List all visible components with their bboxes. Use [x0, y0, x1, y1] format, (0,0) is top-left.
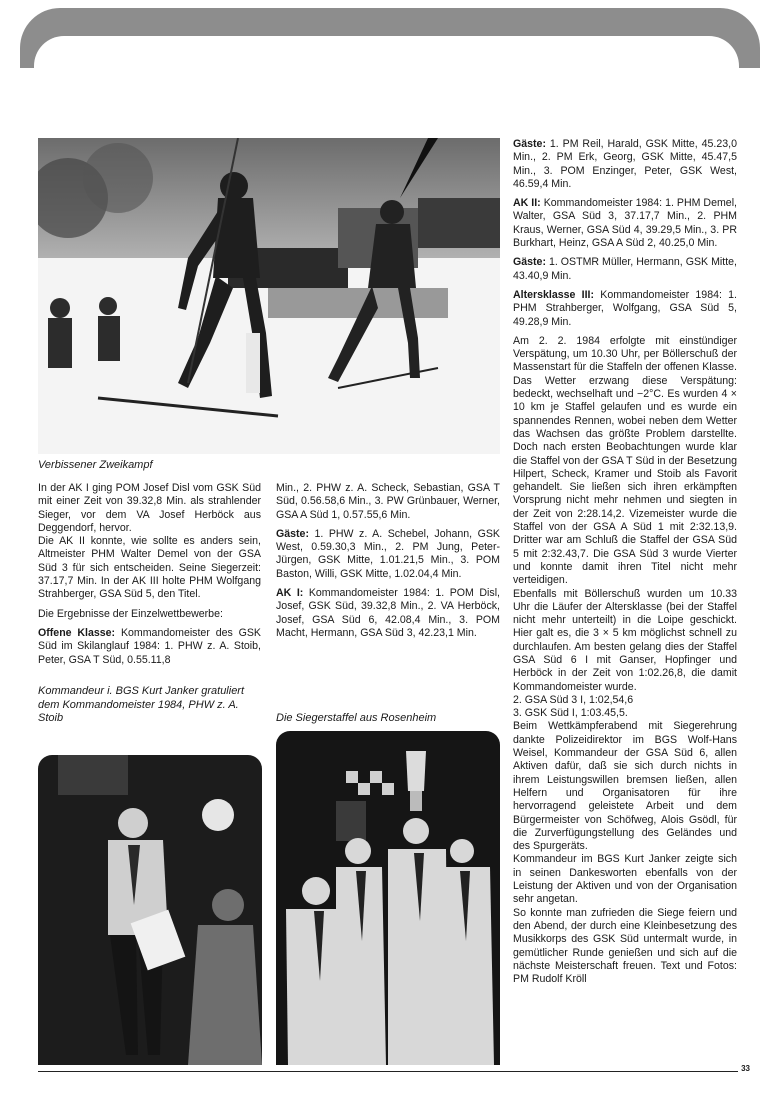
col2-paragraph: Gäste: 1. PHW z. A. Schebel, Johann, GSK West, 0.59.30,3 Min., 2. PM Jung, Peter-Jürgen, GSK Mitte, 1.01.21,5 Min., 3. POM Baston, Willi, GSK Mitte, 1.02.04,4 Min.: [276, 527, 500, 580]
col1-paragraph: In der AK I ging POM Josef Disl vom GSK Süd mit einer Zeit von 39.32,8 Min. als strahlender Sieger, vor dem VA Josef Herböck aus Deggendorf, hervor.: [38, 482, 261, 534]
col3-result: 3. GSK Süd I, 1:03.45,5.: [513, 707, 628, 720]
photo-credit: Text und Fotos: PM Rudolf Kröll: [513, 959, 737, 986]
col3-paragraph: Kommandeur im BGS Kurt Janker zeigte sich in seinen Dankesworten ebenfalls von der Leistung der Aktiven und von der Organisation sehr angetan.: [513, 853, 737, 906]
col3-paragraph: Ebenfalls mit Böllerschuß wurden um 10.33 Uhr die Läufer der Altersklasse (bei der Staffel nicht mehr unterteilt) in die Loipe geschickt. Hier galt es, die 3 × 5 km möglichst schnell zu durchlaufen. Am besten gelang dies der Staffel GSA Süd 6 I mit Ganser, Hopfinger und Herböck in der Zeit von 1:02.26,8, die damit Kommandomeister wurde.: [513, 587, 737, 693]
footer-rule: [38, 1071, 738, 1072]
col1-paragraph: Offene Klasse: Kommandomeister des GSK Süd im Skilanglauf 1984: 1. PHW z. A. Stoib, Peter, GSA T Süd, 0.55.11,8: [38, 626, 261, 666]
col3-paragraph: Gäste: 1. OSTMR Müller, Hermann, GSK Mitte, 43.40,9 Min.: [513, 256, 737, 282]
col3-paragraph: So konnte man zufrieden die Siege feiern und den Abend, der durch eine Kleinbesetzung des Musikkorps des GSK Süd untermalt wurde, in gemütlicher Runde genießen und sich auf die nächste Meisterschaft freuen. Text und Fotos: PM Rudolf Kröll: [513, 906, 737, 986]
column-1: [38, 482, 261, 673]
col3-paragraph: Beim Wettkämpferabend mit Siegerehrung dankte Polizeidirektor im BGS Wolf-Hans Weisel, Kommandeur der GSA Süd 6, allen Aktiven dafür, daß sie sich durch nichts in ihrem Leistungswillen bremsen ließen, allen Helfern und Organisatoren für ihre hervorragend geleistete Arbeit und dem Bürgermeister von Schöfweg, Alois Gsödl, für die Zurverfügungstellung des Geländes und des Spurgeräts.: [513, 720, 737, 853]
col1-paragraph: Die Ergebnisse der Einzelwettbewerbe:: [38, 607, 223, 620]
col1-paragraph: Die AK II konnte, wie sollte es anders sein, Altmeister PHM Walter Demel von der GSA Süd 3 für sich entscheiden. Seine Siegerzeit: 37.17,7 Min. In der AK III holte PHM Wolfgang Strahberger, GSA Süd 5, den Titel.: [38, 535, 261, 601]
column-2: [276, 482, 500, 646]
col3-paragraph: Am 2. 2. 1984 erfolgte mit einstündiger Verspätung, um 10.30 Uhr, per Böllerschuß der Massenstart für die Staffeln der offenen Klasse. Das Wetter erzwang diese Verspätung: bedeckt, wechselhaft und −2°C. Es wurden 4 × 10 km je Staffel gelaufen und es wurde ein spannendes Rennen, wobei neben dem Wetter das Wachsen das größte Problem darstellte. Doch nach ersten Beobachtungen wurde klar die Staffel von der GSA T Süd in der Besetzung Hilpert, Scheck, Kramer und Stoib als Favorit gehandelt. Sie ließen sich ihren erkämpften Vorsprung nicht mehr nehmen und siegten in der Zeit von 2:28.14,2. Vizemeister wurde die Staffel von der GSA A Süd 1 mit 2:32.13,9. Dritter war am Schluß die Staffel der GSA Süd 5 mit 2:32.43,7. Die GSA Süd 3 wurde Vierter und konnte damit ihren Titel nicht mehr verteidigen.: [513, 334, 737, 587]
photo-congratulation: [38, 755, 262, 1065]
caption-janker: Kommandeur i. BGS Kurt Janker gratuliert dem Kommandomeister 1984, PHW z. A. Stoib: [38, 685, 245, 724]
col3-paragraph: AK II: Kommandomeister 1984: 1. PHM Demel, Walter, GSA Süd 3, 37.17,7 Min., 2. PHM Kraus, Werner, GSA Süd 4, 39.29,5 Min., 3. PR Burkhart, Heinz, GSA A Süd 2, 40.25,0 Min.: [513, 197, 737, 250]
caption-ski-race: Verbissener Zweikampf: [38, 459, 153, 471]
col2-paragraph: Min., 2. PHW z. A. Scheck, Sebastian, GSA T Süd, 0.56.58,6 Min., 3. PW Grünbauer, Werner, GSA A Süd 1, 0.57.55,6 Min.: [276, 482, 500, 521]
col3-paragraph: Altersklasse III: Kommandomeister 1984: 1. PHM Strahberger, Wolfgang, GSA Süd 5, 49.28,9 Min.: [513, 288, 737, 328]
caption-siegerstaffel: Die Siegerstaffel aus Rosenheim: [276, 712, 437, 724]
col3-paragraph: Gäste: 1. PM Reil, Harald, GSK Mitte, 45.23,0 Min., 2. PM Erk, Georg, GSK Mitte, 45.47,5 Min., 3. POM Enzinger, Peter, GSK West, 46.59,4 Min.: [513, 138, 737, 190]
header-band-inner: [34, 36, 739, 76]
col3-result: 2. GSA Süd 3 I, 1:02,54,6: [513, 693, 634, 706]
page-number: 33: [741, 1064, 750, 1073]
photo-relay-team: [276, 731, 500, 1065]
col2-paragraph: AK I: Kommandomeister 1984: 1. POM Disl, Josef, GSK Süd, 39.32,8 Min., 2. VA Herböck, Josef, GSA Süd 6, 42.08,4 Min., 3. POM Macht, Hermann, GSA Süd 3, 42.23,1 Min.: [276, 587, 500, 639]
photo-ski-race: [38, 138, 500, 454]
column-3: [513, 138, 737, 986]
